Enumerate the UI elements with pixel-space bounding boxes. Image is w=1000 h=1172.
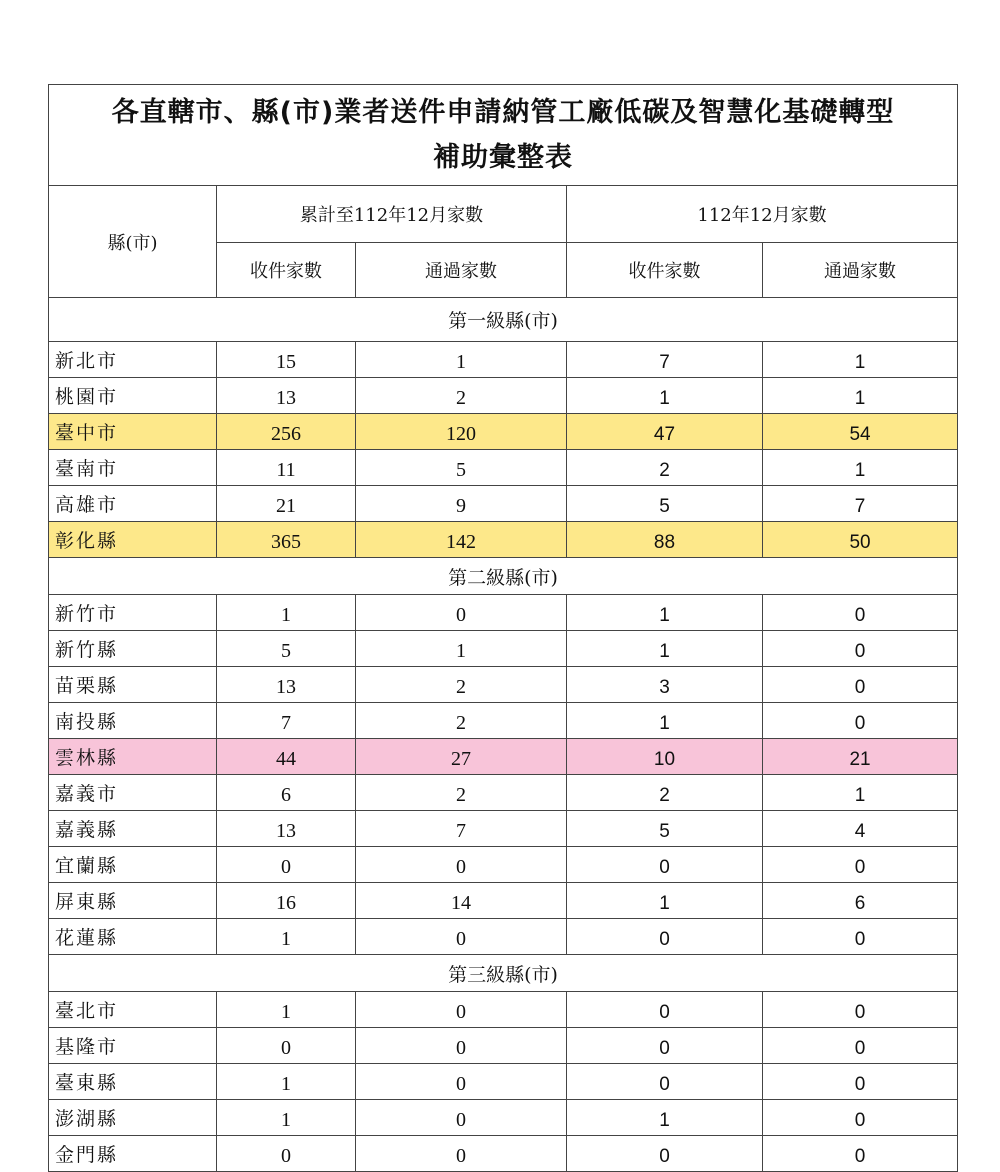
county-name: 彰化縣	[49, 522, 217, 558]
mon-received-cell: 1	[567, 378, 763, 414]
cum-received-cell: 7	[217, 703, 356, 739]
cum-received-cell: 13	[217, 378, 356, 414]
mon-passed-cell: 0	[763, 595, 958, 631]
county-name: 宜蘭縣	[49, 847, 217, 883]
cum-passed-cell: 0	[356, 919, 567, 955]
cum-received-cell: 0	[217, 1136, 356, 1172]
mon-passed-cell: 54	[763, 414, 958, 450]
county-name: 嘉義縣	[49, 811, 217, 847]
cum-passed-cell: 0	[356, 1064, 567, 1100]
level-label: 第三級縣(市)	[49, 955, 958, 992]
table-row	[49, 883, 958, 919]
summary-table-container	[48, 84, 957, 1172]
month-header: 112年12月家數	[567, 186, 958, 243]
mon-received-cell: 47	[567, 414, 763, 450]
mon-passed-cell: 0	[763, 703, 958, 739]
cum-received-cell: 1	[217, 1100, 356, 1136]
cum-passed-cell: 1	[356, 342, 567, 378]
cum-passed-cell: 27	[356, 739, 567, 775]
cum-passed-cell: 2	[356, 775, 567, 811]
county-name: 桃園市	[49, 378, 217, 414]
cum-passed-cell: 0	[356, 595, 567, 631]
table-row	[49, 1136, 958, 1172]
mon-passed-cell: 0	[763, 667, 958, 703]
mon-received-cell: 0	[567, 847, 763, 883]
cum-passed-cell: 5	[356, 450, 567, 486]
cum-received-cell: 256	[217, 414, 356, 450]
mon-received-cell: 88	[567, 522, 763, 558]
cum-received-cell: 6	[217, 775, 356, 811]
mon-passed-cell: 4	[763, 811, 958, 847]
county-name: 南投縣	[49, 703, 217, 739]
mon-received-cell: 1	[567, 883, 763, 919]
county-name: 雲林縣	[49, 739, 217, 775]
cum-received-cell: 1	[217, 595, 356, 631]
cum-received-cell: 15	[217, 342, 356, 378]
mon-passed-cell: 1	[763, 342, 958, 378]
county-name: 屏東縣	[49, 883, 217, 919]
mon-passed-cell: 7	[763, 486, 958, 522]
county-name: 苗栗縣	[49, 667, 217, 703]
mon-received-cell: 1	[567, 1100, 763, 1136]
table-row	[49, 631, 958, 667]
title-line-2: 補助彙整表	[433, 142, 573, 173]
title-line-1: 各直轄市、縣(市)業者送件申請納管工廠低碳及智慧化基礎轉型	[111, 97, 895, 128]
mon-passed-cell: 1	[763, 775, 958, 811]
table-row	[49, 1064, 958, 1100]
mon-passed-header: 通過家數	[763, 243, 958, 298]
cum-passed-cell: 0	[356, 1100, 567, 1136]
county-name: 花蓮縣	[49, 919, 217, 955]
cum-received-cell: 0	[217, 1028, 356, 1064]
table-row	[49, 775, 958, 811]
cum-passed-cell: 9	[356, 486, 567, 522]
mon-passed-cell: 6	[763, 883, 958, 919]
cum-passed-cell: 0	[356, 992, 567, 1028]
cum-received-cell: 44	[217, 739, 356, 775]
mon-passed-cell: 1	[763, 450, 958, 486]
cum-passed-cell: 142	[356, 522, 567, 558]
mon-received-cell: 5	[567, 811, 763, 847]
table-row	[49, 811, 958, 847]
cum-passed-cell: 7	[356, 811, 567, 847]
mon-received-cell: 1	[567, 595, 763, 631]
county-name: 臺東縣	[49, 1064, 217, 1100]
table-row	[49, 486, 958, 522]
mon-received-cell: 5	[567, 486, 763, 522]
county-column-header: 縣(市)	[49, 186, 217, 298]
table-row	[49, 667, 958, 703]
cum-passed-cell: 0	[356, 1028, 567, 1064]
county-name: 新竹縣	[49, 631, 217, 667]
county-name: 新竹市	[49, 595, 217, 631]
mon-received-cell: 0	[567, 1028, 763, 1064]
cum-passed-cell: 2	[356, 703, 567, 739]
mon-received-cell: 0	[567, 1136, 763, 1172]
mon-received-cell: 0	[567, 1064, 763, 1100]
mon-received-cell: 0	[567, 919, 763, 955]
cum-received-cell: 16	[217, 883, 356, 919]
mon-passed-cell: 0	[763, 1028, 958, 1064]
cum-passed-cell: 0	[356, 847, 567, 883]
table-row	[49, 1028, 958, 1064]
mon-passed-cell: 1	[763, 378, 958, 414]
mon-received-cell: 2	[567, 450, 763, 486]
cum-received-cell: 11	[217, 450, 356, 486]
cum-received-cell: 0	[217, 847, 356, 883]
mon-passed-cell: 21	[763, 739, 958, 775]
mon-passed-cell: 0	[763, 631, 958, 667]
county-name: 嘉義市	[49, 775, 217, 811]
mon-received-cell: 3	[567, 667, 763, 703]
cum-passed-cell: 2	[356, 378, 567, 414]
level-label: 第二級縣(市)	[49, 558, 958, 595]
table-row	[49, 595, 958, 631]
cum-passed-cell: 120	[356, 414, 567, 450]
mon-received-cell: 1	[567, 703, 763, 739]
cum-passed-cell: 2	[356, 667, 567, 703]
table-row	[49, 739, 958, 775]
county-name: 金門縣	[49, 1136, 217, 1172]
table-row	[49, 1100, 958, 1136]
level-label: 第一級縣(市)	[49, 298, 958, 342]
cum-received-cell: 5	[217, 631, 356, 667]
cum-received-cell: 1	[217, 992, 356, 1028]
table-row	[49, 414, 958, 450]
mon-received-cell: 7	[567, 342, 763, 378]
table-row	[49, 847, 958, 883]
mon-received-cell: 0	[567, 992, 763, 1028]
table-row	[49, 919, 958, 955]
mon-passed-cell: 0	[763, 992, 958, 1028]
cum-received-cell: 21	[217, 486, 356, 522]
mon-received-header: 收件家數	[567, 243, 763, 298]
county-name: 臺北市	[49, 992, 217, 1028]
mon-passed-cell: 0	[763, 847, 958, 883]
cum-received-cell: 365	[217, 522, 356, 558]
table-row	[49, 522, 958, 558]
mon-received-cell: 1	[567, 631, 763, 667]
county-name: 澎湖縣	[49, 1100, 217, 1136]
cum-received-cell: 13	[217, 667, 356, 703]
county-name: 基隆市	[49, 1028, 217, 1064]
summary-table	[48, 84, 958, 1172]
table-row	[49, 378, 958, 414]
county-name: 臺中市	[49, 414, 217, 450]
table-row	[49, 342, 958, 378]
county-name: 臺南市	[49, 450, 217, 486]
cum-passed-cell: 1	[356, 631, 567, 667]
cum-passed-header: 通過家數	[356, 243, 567, 298]
mon-passed-cell: 50	[763, 522, 958, 558]
table-row	[49, 992, 958, 1028]
county-name: 高雄市	[49, 486, 217, 522]
table-row	[49, 703, 958, 739]
mon-received-cell: 10	[567, 739, 763, 775]
cum-received-cell: 1	[217, 1064, 356, 1100]
mon-passed-cell: 0	[763, 1064, 958, 1100]
cum-received-header: 收件家數	[217, 243, 356, 298]
cum-passed-cell: 0	[356, 1136, 567, 1172]
table-body	[49, 298, 958, 1172]
table-title	[49, 85, 958, 186]
mon-passed-cell: 0	[763, 1100, 958, 1136]
mon-received-cell: 2	[567, 775, 763, 811]
mon-passed-cell: 0	[763, 1136, 958, 1172]
cum-received-cell: 13	[217, 811, 356, 847]
county-name: 新北市	[49, 342, 217, 378]
cum-received-cell: 1	[217, 919, 356, 955]
cum-passed-cell: 14	[356, 883, 567, 919]
table-row	[49, 450, 958, 486]
mon-passed-cell: 0	[763, 919, 958, 955]
cumulative-header: 累計至112年12月家數	[217, 186, 567, 243]
